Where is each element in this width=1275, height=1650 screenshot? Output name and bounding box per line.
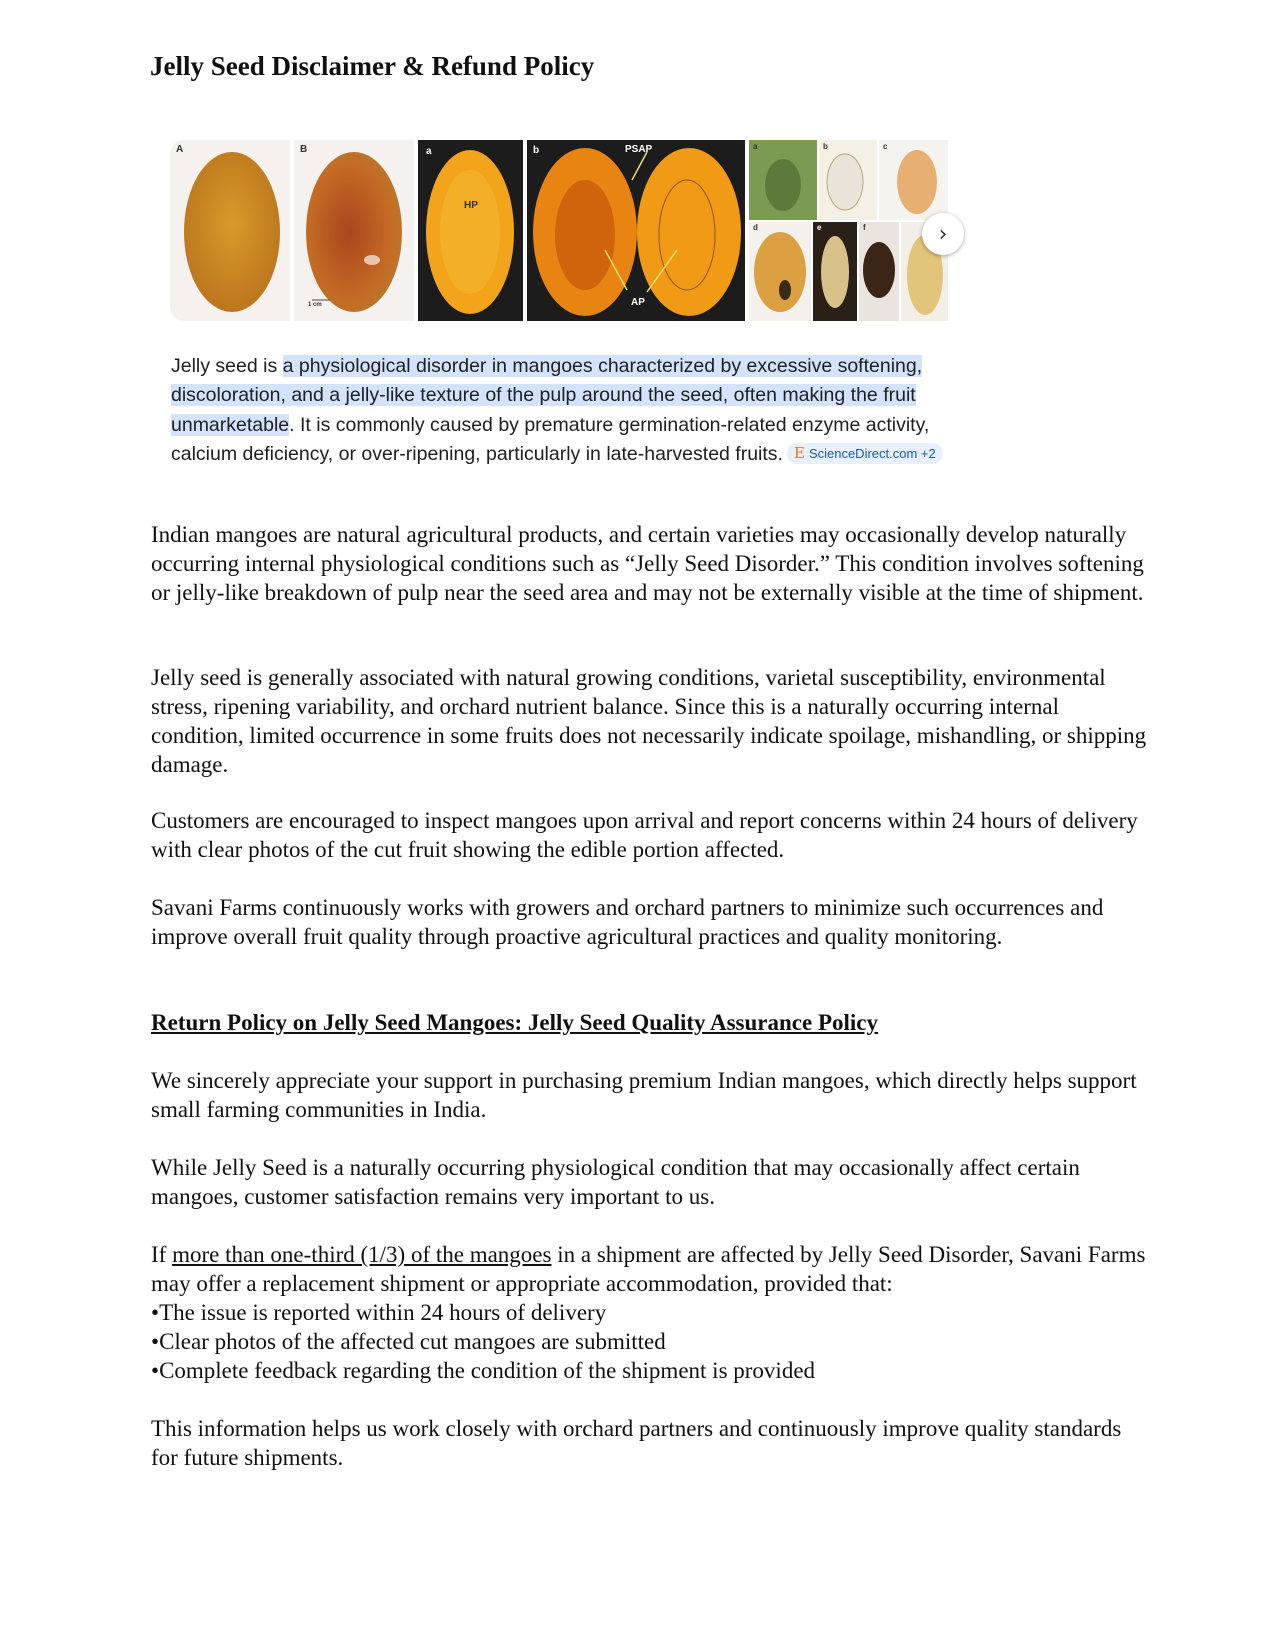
panel-label: f	[863, 223, 866, 232]
list-item: • Clear photos of the affected cut mangoes are submitted	[151, 1327, 1151, 1356]
terms-bullet-list	[151, 1298, 1151, 1385]
panel-label: B	[300, 144, 308, 155]
paragraph-appreciation: We sincerely appreciate your support in purchasing premium Indian mangoes, which directly helps support small farming communities in India.	[151, 1068, 1137, 1122]
source-chip[interactable]	[787, 443, 943, 464]
paragraph-closing: This information helps us work closely with orchard partners and continuously improve quality standards for future shipments.	[151, 1416, 1122, 1470]
paragraph-causes: Jelly seed is generally associated with natural growing conditions, varietal susceptibility, environmental stress, ripening variability, and orchard nutrient balance. Since this is a naturally occurring internal condition, limited occurrence in some fruits does not necessarily indicate spoilage, mishandling, or shipping damage.	[151, 665, 1147, 777]
snippet-rest: . It is commonly caused by premature germination-related enzyme activity, calcium deficiency, or over-ripening, particularly in late-harvested fruits.	[171, 413, 930, 465]
panel-label: a	[426, 146, 432, 157]
mango-half-photo-b	[294, 140, 414, 321]
mango-photo-panel-psap	[527, 140, 745, 321]
terms-threshold: more than one-third (1/3) of the mangoes	[172, 1242, 552, 1267]
mango-photo-panel-a	[170, 140, 290, 321]
mango-section-photo-hp	[418, 140, 523, 321]
page-title: Jelly Seed Disclaimer & Refund Policy	[150, 51, 595, 81]
list-item: • The issue is reported within 24 hours of delivery	[151, 1298, 1151, 1327]
mango-half-photo-a	[170, 140, 290, 321]
snippet-intro: Jelly seed is	[171, 355, 283, 377]
panel-label: PSAP	[625, 144, 653, 155]
list-item: • Complete feedback regarding the condition of the shipment is provided	[151, 1356, 1151, 1385]
chevron-right-icon[interactable]: ›	[922, 213, 964, 255]
terms-post: in a shipment are affected by Jelly Seed Disorder, Savani Farms may offer a replacement shipment or appropriate accommodation, provided that:	[151, 1242, 1146, 1296]
mango-photo-panel-b	[294, 140, 414, 321]
mango-section-photo-psap	[527, 140, 745, 321]
terms-pre: If	[151, 1242, 173, 1267]
mango-photo-grid	[749, 140, 948, 321]
return-policy-heading: Return Policy on Jelly Seed Mangoes: Jelly Seed Quality Assurance Policy	[151, 1010, 879, 1035]
paragraph-replacement-terms	[151, 1240, 1151, 1385]
mango-disorder-photo-grid	[749, 140, 948, 321]
paragraph-quality: Savani Farms continuously works with growers and orchard partners to minimize such occurrences and improve overall fruit quality through proactive agricultural practices and quality monitoring.	[151, 895, 1104, 949]
panel-label: c	[883, 142, 888, 151]
panel-label: e	[817, 223, 822, 232]
scale-bar-label: 1 cm	[308, 302, 322, 308]
paragraph-satisfaction: While Jelly Seed is a naturally occurring physiological condition that may occasionally affect certain mangoes, customer satisfaction remains very important to us.	[151, 1155, 1080, 1209]
paragraph-intro: Indian mangoes are natural agricultural products, and certain varieties may occasionally develop naturally occurring internal physiological conditions such as “Jelly Seed Disorder.” This condition involves softening or jelly-like breakdown of pulp near the seed area and may not be externally visible at the time of shipment.	[151, 522, 1144, 605]
snippet-highlight: a physiological disorder in mangoes characterized by excessive softening, discoloration, and a jelly-like texture of the pulp around the seed, often making the fruit unmarketable	[171, 355, 923, 436]
panel-label: b	[533, 145, 540, 156]
ai-overview-snippet	[171, 352, 951, 469]
mango-photo-panel-hp	[418, 140, 523, 321]
sciencedirect-icon: E	[793, 443, 805, 462]
panel-label: AP	[631, 297, 645, 308]
panel-label: HP	[464, 200, 478, 211]
panel-label: a	[753, 142, 758, 151]
mango-image-strip	[170, 140, 952, 321]
panel-label: b	[823, 142, 828, 151]
panel-label: d	[753, 223, 758, 232]
panel-label: A	[176, 144, 184, 155]
source-link: ScienceDirect.com +2	[808, 445, 936, 461]
paragraph-inspection: Customers are encouraged to inspect mangoes upon arrival and report concerns within 24 hours of delivery with clear photos of the cut fruit showing the edible portion affected.	[151, 808, 1138, 862]
